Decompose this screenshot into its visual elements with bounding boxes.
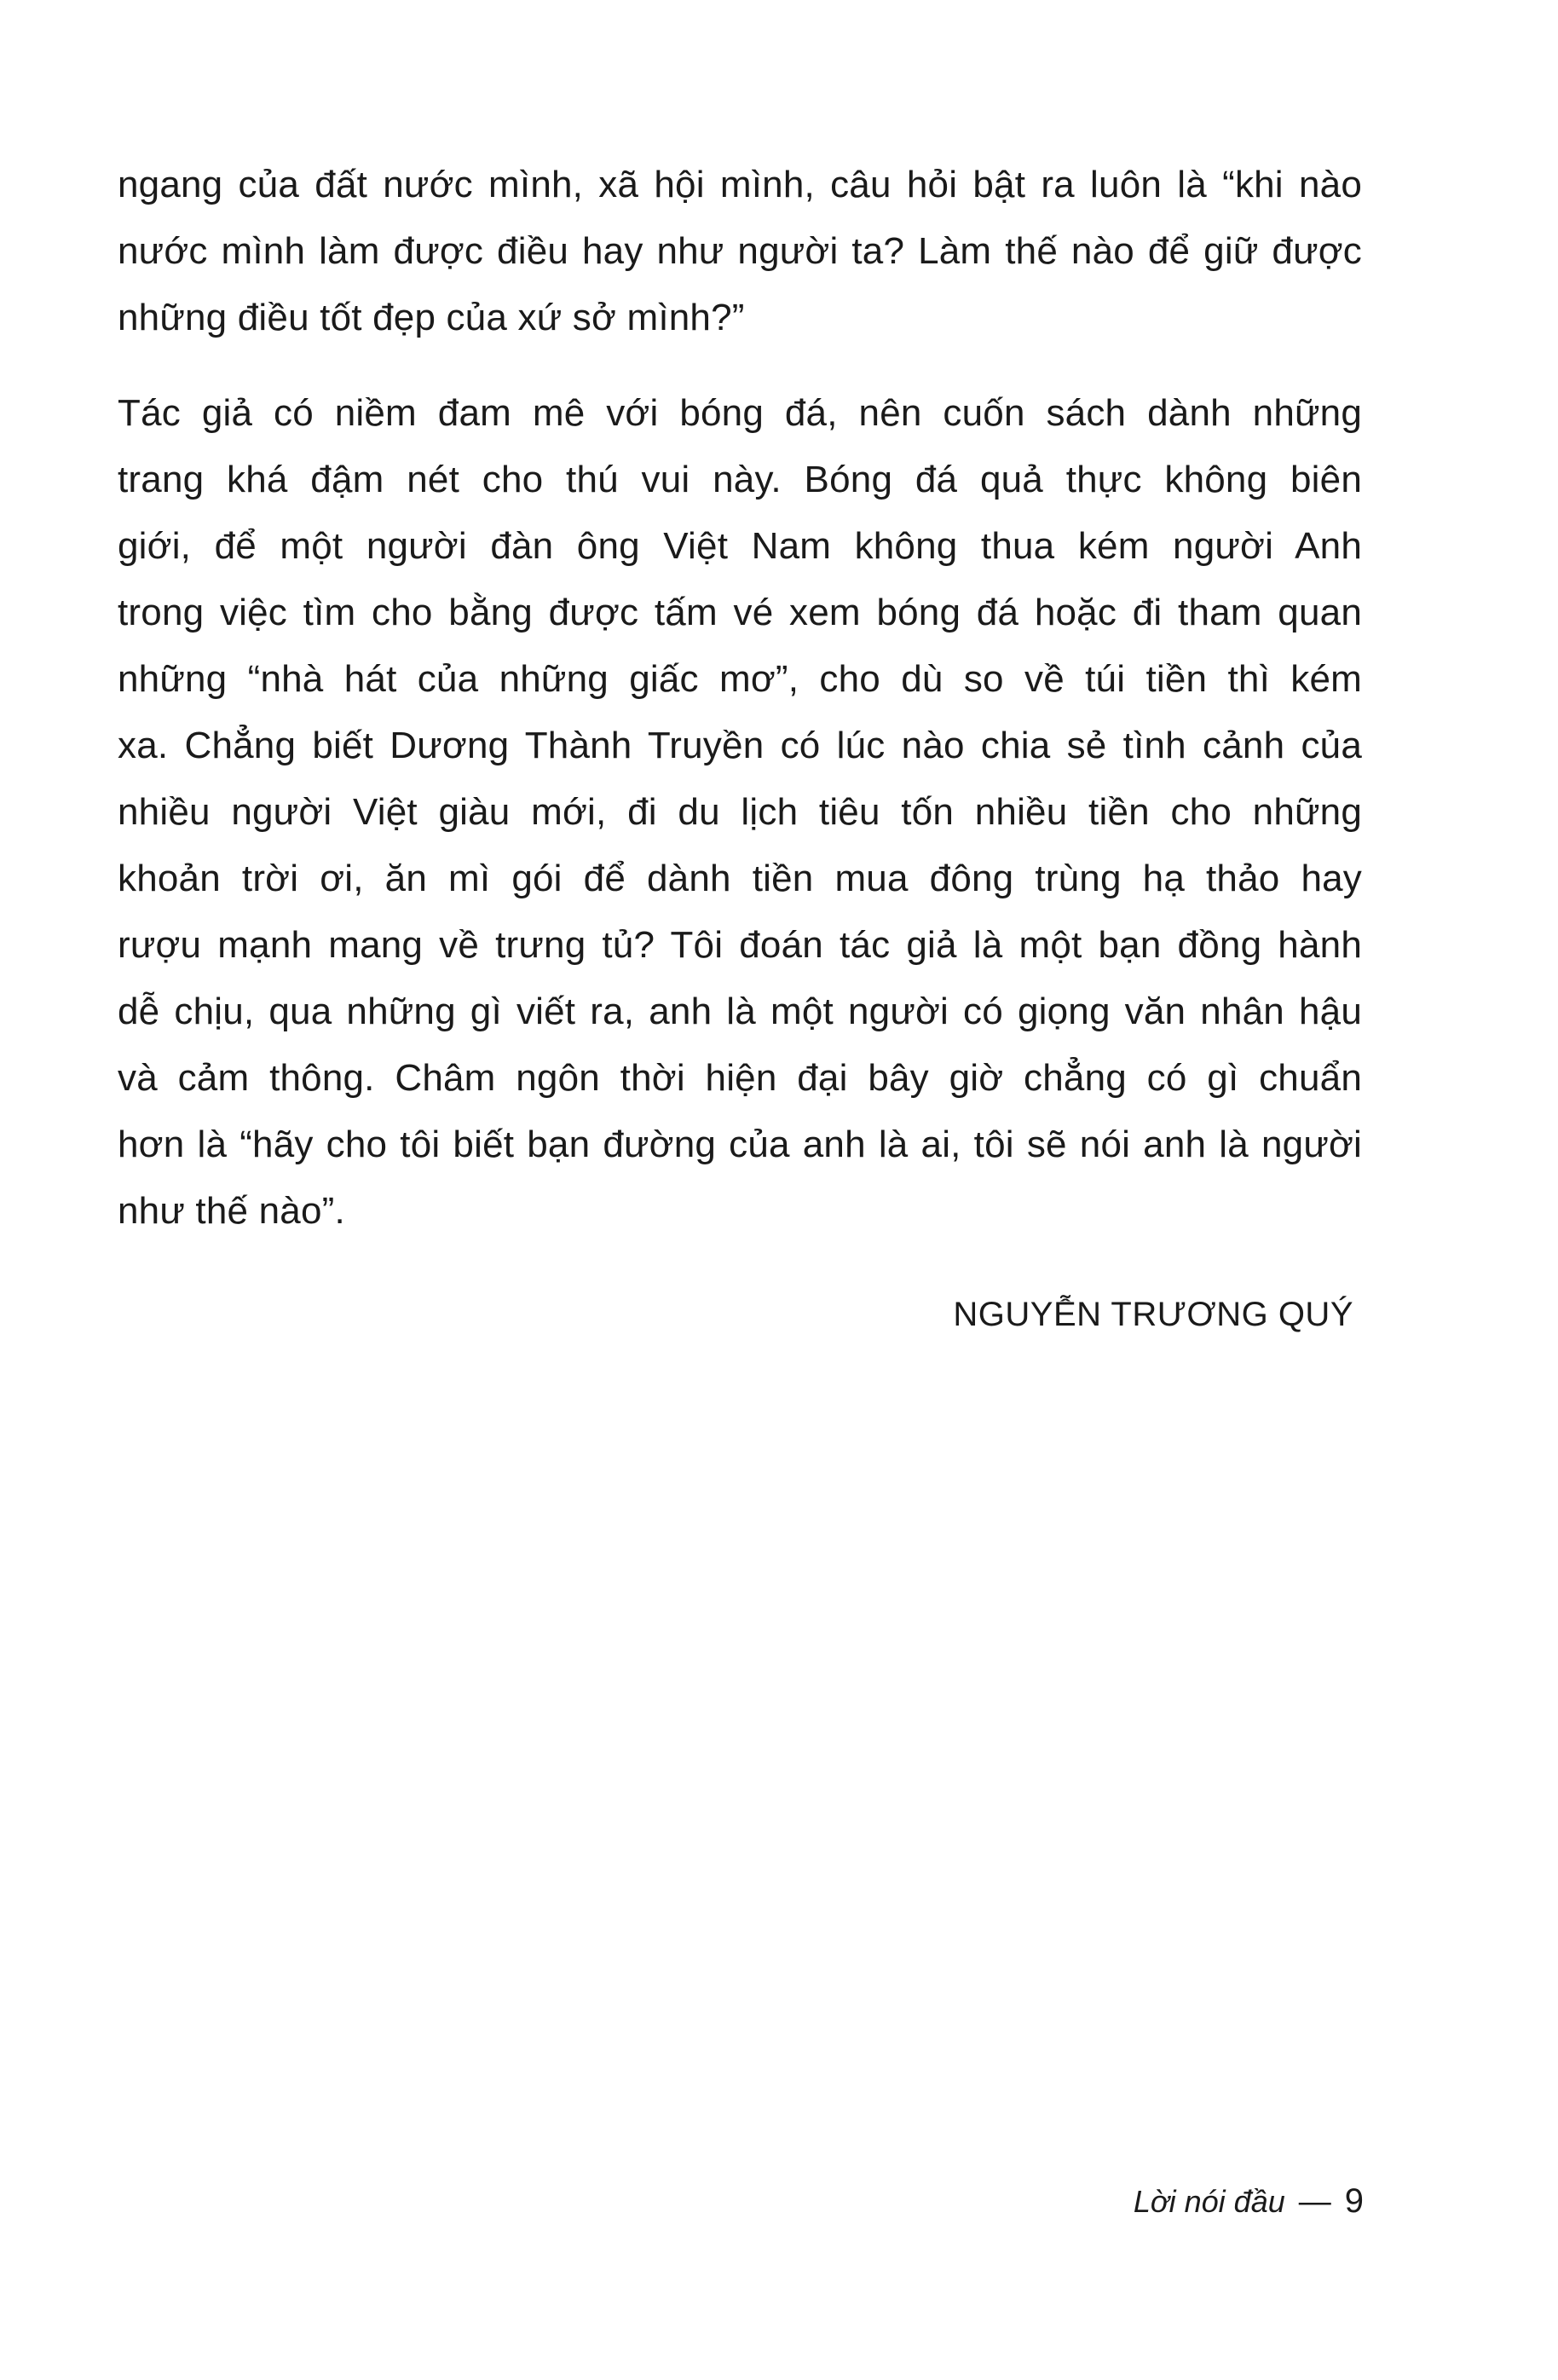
text-line: rượu mạnh mang về trưng tủ? Tôi đoán tác giả là một bạn đồng hành	[118, 924, 1362, 966]
text-line: nước mình làm được điều hay như người ta? Làm thế nào để giữ được	[118, 230, 1362, 272]
page-number: 9	[1344, 2182, 1364, 2220]
page-footer	[1134, 2182, 1364, 2221]
text-line: trang khá đậm nét cho thú vui này. Bóng đá quả thực không biên	[118, 459, 1362, 500]
paragraph-1	[118, 152, 1362, 351]
text-line: ngang của đất nước mình, xã hội mình, câu hỏi bật ra luôn là “khi nào	[118, 164, 1362, 205]
text-line: xa. Chẳng biết Dương Thành Truyền có lúc nào chia sẻ tình cảnh của	[118, 725, 1362, 766]
text-line: dễ chịu, qua những gì viết ra, anh là một người có giọng văn nhân hậu	[118, 991, 1362, 1032]
text-line: những “nhà hát của những giấc mơ”, cho dù so về túi tiền thì kém	[118, 658, 1362, 700]
author-signature: NGUYỄN TRƯƠNG QUÝ	[953, 1296, 1353, 1333]
paragraph-2	[118, 380, 1362, 1245]
text-line: những điều tốt đẹp của xứ sở mình?”	[118, 297, 745, 338]
text-line: và cảm thông. Châm ngôn thời hiện đại bây giờ chẳng có gì chuẩn	[118, 1057, 1362, 1099]
text-line: trong việc tìm cho bằng được tấm vé xem bóng đá hoặc đi tham quan	[118, 592, 1362, 633]
text-line: Tác giả có niềm đam mê với bóng đá, nên cuốn sách dành những	[118, 392, 1362, 434]
text-line: nhiều người Việt giàu mới, đi du lịch tiêu tốn nhiều tiền cho những	[118, 791, 1362, 833]
text-line: như thế nào”.	[118, 1190, 345, 1232]
text-line: hơn là “hãy cho tôi biết bạn đường của anh là ai, tôi sẽ nói anh là người	[118, 1124, 1362, 1165]
text-line: giới, để một người đàn ông Việt Nam không thua kém người Anh	[118, 525, 1362, 567]
footer-dash: —	[1298, 2184, 1331, 2220]
section-title: Lời nói đầu	[1133, 2184, 1285, 2219]
text-line: khoản trời ơi, ăn mì gói để dành tiền mua đông trùng hạ thảo hay	[118, 858, 1362, 899]
